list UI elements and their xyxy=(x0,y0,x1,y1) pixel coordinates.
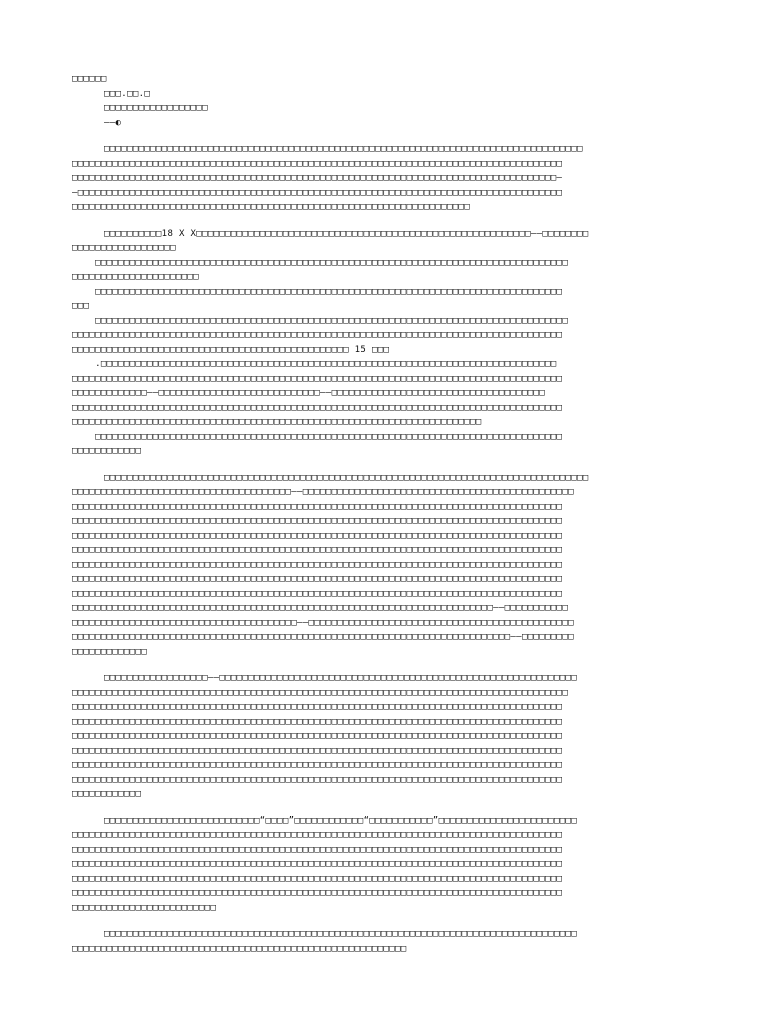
paragraph-line: □□□□□□□□□□□□□□□□□□□□□□□□□□□□□□□□□□□□□□□□□□□□□□□□□□□□□□□□□□□□□□□□□□□□□□□□□□□□□□□□□□□□□ xyxy=(72,760,563,770)
paragraph xyxy=(72,671,704,802)
doc-meta-line-3: ——◐ xyxy=(104,117,122,128)
paragraph-line: □□□□□□□□□□□□□□□□□□□□□□□□□□□□□□□□□□□□□□□□□□□□□□□□□□□□□□□□□□□□□□□□□□□□□□□□□□□□□□□□□□ xyxy=(104,929,578,939)
paragraph-line: □□□□□□□□□□□□□□□□□□□□□□□□□□□□□□□□□□□□□□□□□□□□□□□□□□□□□□□□□□□□□□□□□□□□□□□□□□□□□□□□□□□□□ xyxy=(72,588,563,599)
doc-meta-line-1: □□□.□□.□ xyxy=(104,88,151,99)
paragraph-line: □□□□□□□□□□□□□□□□□□□□□□□□□ xyxy=(72,902,217,913)
paragraph-line: □□□□□□□□□□□□□□□□□□□□□□ xyxy=(72,272,199,282)
paragraph-line: □□□□□□□□□□18 X X□□□□□□□□□□□□□□□□□□□□□□□□□□□□□□□□□□□□□□□□□□□□□□□□□□□□□□□□□□——□□□□□□□□ xyxy=(104,228,589,239)
paragraph-line: □□□□□□□□□□□□□□□□□□□□□□□□□□□□□□□□□□□□□□□□□□□□□□□□□□□□□□□□□□□□□□□□□□□□□□□□□□□□□□□□□□□□□ xyxy=(72,774,563,785)
doc-meta-line-2: □□□□□□□□□□□□□□□□□□ xyxy=(104,103,208,113)
paragraph-line: □□□□□□□□□□□□□□□□□□□□□□□□□□□□□□□□□□□□□□□□□□□□□□□□□□□□□□□□□□□□□□□□□□□□□□□□□□□□□□□□□□□□□ xyxy=(72,873,563,884)
paragraph-line: □□□□□□□□□□□□□□□□□□□□□□□□□□□□□□□□□□□□□□□□□□□□□□□□□□□□□□□□□□□□□□□□□□□□□□□□□□□□□□□□□□□□□ xyxy=(72,158,563,169)
document-page xyxy=(72,72,704,956)
paragraph-line: —□□□□□□□□□□□□□□□□□□□□□□□□□□□□□□□□□□□□□□□□□□□□□□□□□□□□□□□□□□□□□□□□□□□□□□□□□□□□□□□□□□□□ xyxy=(72,187,563,198)
paragraph-line: □□□□□□□□□□□□□□□□□□□□□□□□□□□□□□□□□□□□□□□□□□□□□□□□□□□□□□□□□□□□□□□□□□□□□□□□□□□□□□□□□□□□□ xyxy=(72,830,563,840)
paragraph-line: □□□□□□□□□□□□□□□□□□□□□□□□□□□□□□□□□□□□□□——□□□□□□□□□□□□□□□□□□□□□□□□□□□□□□□□□□□□□□□□□□□□□□□ xyxy=(72,487,574,497)
paragraph-line: □□□□□□□□□□□□□□□□□□□□□□□□□□□□□□□□□□□□□□□□□□□□□□□□□□□□□□□□□□□□□□□□□□□□□□□□□□□□□□□□□□□□□ xyxy=(72,373,563,384)
paragraph-line: □□□□□□□□□□□□□□□□□□□□□□□□□□□□□□□□□□□□□□□□□□□□□□□□□□□□□□□□□□□□□□□□□□□□□□□□□□□□□□□□□□ xyxy=(72,315,569,326)
paragraph-line: □□□□□□□□□□□□□□□□□□□□□□□□□□□□□□□□□□□□□□□□□□□□□□□□□□□□□□□□□□□□□□□□□□□□□□□□□□□□□□□□□□□□□ xyxy=(72,330,563,340)
paragraph-line: □□□□□□□□□□□□□□□□□□——□□□□□□□□□□□□□□□□□□□□□□□□□□□□□□□□□□□□□□□□□□□□□□□□□□□□□□□□□□□□□□ xyxy=(104,673,578,683)
paragraph-line: □□□□□□□□□□□□□□□□□□□□□□□□□□□□□□□□□□□□□□□□□□□□□□□□□□□□□□□□□□ xyxy=(72,943,407,954)
paragraph-line: □□□□□□□□□□□□□□□□□□□□□□□□□□□□□□□□□□□□□□□□□□□□□□□□□□□□□□□□□□□□□□□□□□□□□□□□□□□□□□□□□□□□□ xyxy=(72,844,563,855)
paragraph xyxy=(72,142,704,215)
paragraph xyxy=(72,927,704,956)
paragraph-line: □□□□□□□□□□□□□□□□□□□□□□□□□□□□□□□□□□□□□□□□□□□□□□□□□□□□□□□□□□□□□□□□□□□□□□□□□□□□□□□□□□□□□ xyxy=(72,501,563,512)
paragraph-line: □□□□□□□□□□□□□——□□□□□□□□□□□□□□□□□□□□□□□□□□□□——□□□□□□□□□□□□□□□□□□□□□□□□□□□□□□□□□□□□□ xyxy=(72,388,546,398)
paragraph-line: □□□□□□□□□□□□□□□□□□□□□□□□□□□□□□□□□□□□□□□□□□□□□□□□□□□□□□□□□□□□□□□□□□□□□□□□□□□□□□□□□□□□□ xyxy=(72,716,563,727)
paragraph-line: □□□□□□□□□□□□□□□□□□□□□□□□□□□□□□□□□□□□□□□□□□□□□□□□□□□□□□□□□□□□□□□□□□□□□□□□□□□□□□□□□□□□□ xyxy=(72,402,563,413)
paragraph-line: □□□□□□□□□□□□ xyxy=(72,789,142,799)
paragraph xyxy=(72,471,704,660)
paragraph-line: □□□□□□□□□□□□□□□□□□□□□□□□□□□□□□□□□□□□□□□□□□□□□□□□□□□□□□□□□□□□□□□□□□□□□□□□□□□□——□□□□□□□□□ xyxy=(72,632,574,642)
paragraph-line: □□□□□□□□□□□□□□□□□□□□□□□□□□□□□□□□□□□□□□□□□□□□□□□□□□□□□□□□□□□□□□□□□□□□□□□□□□□□□□□□□□□□□ xyxy=(72,731,563,741)
paragraph-line: □□□□□□□□□□□□□□□□□□□□□□□□□□□□□□□□□□□□□□□□□□□□□□□□□□□□□□□□□□□□□□□□□□□□□□□□□□□□□□□□□□□□□ xyxy=(72,530,563,541)
paragraph-line: □□□□□□□□□□□□□□□□□□□□□□□□□□□□□□□□□□□□□□□□□□□□□□□□□□□□□□□□□□□□□□□□□□□□□□□□□□□□□□□□□□□□□ xyxy=(72,888,563,898)
paragraph-line: .□□□□□□□□□□□□□□□□□□□□□□□□□□□□□□□□□□□□□□□□□□□□□□□□□□□□□□□□□□□□□□□□□□□□□□□□□□□□□□□ xyxy=(72,359,557,369)
paragraph-line: □□□□□□□□□□□□□□□□□□□□□□□□□□□□□□□□□□□□□□□□□□□□□□□□□□□□□□□□□□□□□□□□□□□□□□□□□□□□□□□□□□□□□ xyxy=(72,702,563,712)
doc-title: □□□□□□ xyxy=(72,74,107,84)
paragraph xyxy=(72,814,704,916)
paragraph-line: □□□□□□□□□□□□□□□□□□□□□□□□□□□□□□□□□□□□□□□□□□□□□□□□□□□□□□□□□□□□□□□□□□□□□□□□□□□□□□□□□□□□□ xyxy=(72,559,563,570)
paragraph-line: □□□□□□□□□□□□□□□□□□□□□□□□□□□□□□□□□□□□□□□□□□□□□□□□□□□□□□□□□□□□□□□□□□□□□□□□□□□□□□□□□□□□□ xyxy=(72,516,563,526)
paragraph-line: □□□□□□□□□□□□□□□□□□□□□□□□□□□□□□□□□□□□□□□□□□□□□□□□□□□□□□□□□□□□□□□□□□□□□□□□□□□□□□□□□□ xyxy=(72,257,569,268)
paragraph xyxy=(72,227,704,459)
paragraph-line: □□□□□□□□□□□□□ xyxy=(72,646,147,657)
paragraph-line: □□□□□□□□□□□□□□□□□□□□□□□□□□□“□□□□”□□□□□□□□□□□□“□□□□□□□□□□□”□□□□□□□□□□□□□□□□□□□□□□□□ xyxy=(104,815,578,826)
paragraph-line: □□□ xyxy=(72,301,90,311)
paragraph-line: □□□□□□□□□□□□□□□□□□□□□□□□□□□□□□□□□□□□□□□□□□□□□□□□□□□□□□□□□□□□□□□□□□□□□□□ xyxy=(72,417,482,427)
paragraph-line: □□□□□□□□□□□□□□□□□□□□□□□□□□□□□□□□□□□□□□□□□□□□□□□□□□□□□□□□□□□□□□□□□□□□□□□□□——□□□□□□□□□□□ xyxy=(72,603,569,613)
paragraph-line: □□□□□□□□□□□□□□□□□□□□□□□□□□□□□□□□□□□□□□□□□□□□□□□□ 15 □□□ xyxy=(72,344,390,355)
paragraph-line: □□□□□□□□□□□□□□□□□□□□□□□□□□□□□□□□□□□□□□□□□□□□□□□□□□□□□□□□□□□□□□□□□□□□□□□□□□□□□□□□□□□□□ xyxy=(72,745,563,756)
paragraph-line: □□□□□□□□□□□□□□□□□□□□□□□□□□□□□□□□□□□□□□□□□□□□□□□□□□□□□□□□□□□□□□□□□□□□□□□□□□□□□□□□□□□□□ xyxy=(72,574,563,584)
paragraph-line: □□□□□□□□□□□□□□□□□□□□□□□□□□□□□□□□□□□□□□□□□□□□□□□□□□□□□□□□□□□□□□□□□□□□□ xyxy=(72,202,471,212)
document-body xyxy=(72,142,704,956)
paragraph-line: □□□□□□□□□□□□□□□□□□□□□□□□□□□□□□□□□□□□□□□□□□□□□□□□□□□□□□□□□□□□□□□□□□□□□□□□□□□□□□□□□ xyxy=(72,431,563,442)
paragraph-line: □□□□□□□□□□□□□□□□□□□□□□□□□□□□□□□□□□□□□□□□□□□□□□□□□□□□□□□□□□□□□□□□□□□□□□□□□□□□□□□□□□□□□ xyxy=(72,859,563,869)
paragraph-line: □□□□□□□□□□□□□□□□□□ xyxy=(72,243,176,253)
paragraph-line: □□□□□□□□□□□□□□□□□□□□□□□□□□□□□□□□□□□□□□□□□□□□□□□□□□□□□□□□□□□□□□□□□□□□□□□□□□□□□□□□□□□□□□ xyxy=(72,687,569,698)
paragraph-line: □□□□□□□□□□□□□□□□□□□□□□□□□□□□□□□□□□□□□□□□□□□□□□□□□□□□□□□□□□□□□□□□□□□□□□□□□□□□□□□□□□□□ xyxy=(104,472,589,483)
paragraph-line: □□□□□□□□□□□□□□□□□□□□□□□□□□□□□□□□□□□□□□□□□□□□□□□□□□□□□□□□□□□□□□□□□□□□□□□□□□□□□□□□□□□ xyxy=(104,144,583,154)
paragraph-line: □□□□□□□□□□□□□□□□□□□□□□□□□□□□□□□□□□□□□□□□□□□□□□□□□□□□□□□□□□□□□□□□□□□□□□□□□□□□□□□□□ xyxy=(72,286,563,297)
paragraph-line: □□□□□□□□□□□□□□□□□□□□□□□□□□□□□□□□□□□□□□□□□□□□□□□□□□□□□□□□□□□□□□□□□□□□□□□□□□□□□□□□□□□□□ xyxy=(72,545,563,555)
paragraph-line: □□□□□□□□□□□□ xyxy=(72,446,142,456)
paragraph-line: □□□□□□□□□□□□□□□□□□□□□□□□□□□□□□□□□□□□□□□——□□□□□□□□□□□□□□□□□□□□□□□□□□□□□□□□□□□□□□□□□□□□□□ xyxy=(72,617,574,628)
paragraph-line: □□□□□□□□□□□□□□□□□□□□□□□□□□□□□□□□□□□□□□□□□□□□□□□□□□□□□□□□□□□□□□□□□□□□□□□□□□□□□□□□□□□□— xyxy=(72,173,563,183)
